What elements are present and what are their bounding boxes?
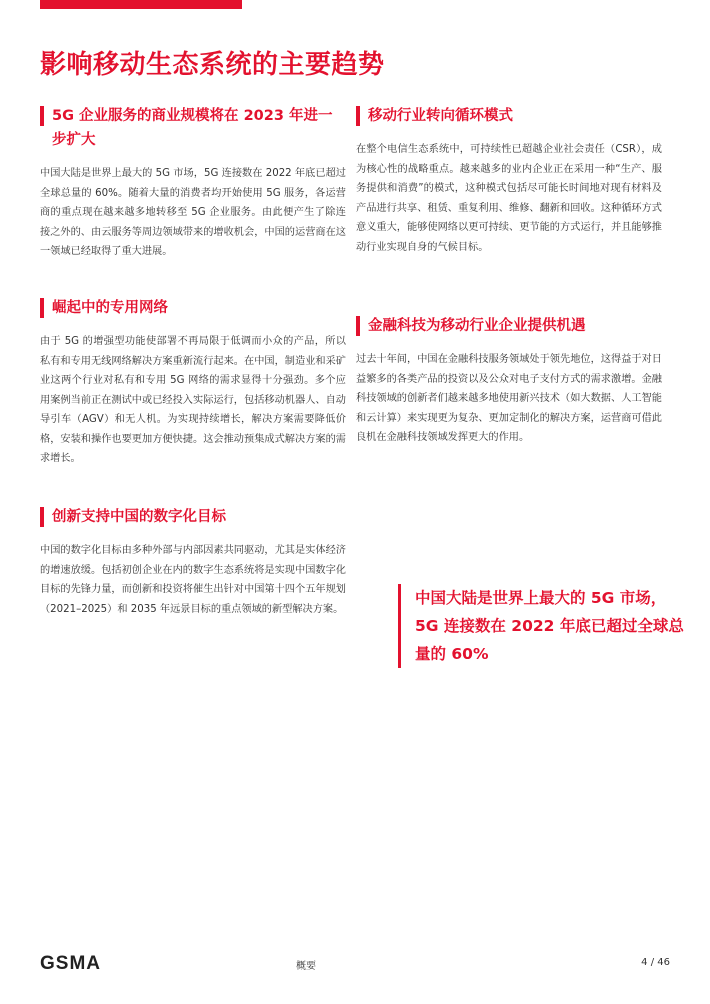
top-accent-bar bbox=[40, 0, 242, 9]
section-heading: 5G 企业服务的商业规模将在 2023 年进一步扩大 bbox=[40, 104, 346, 152]
section-body: 中国的数字化目标由多种外部与内部因素共同驱动，尤其是实体经济的增速放缓。包括初创企业在内的数字生态系统将是实现中国数字化目标的先锋力量，而创新和投资将催生出针对中国第十四个五年规划（2021–2025）和 2035 年远景目标的重点领域的新型解决方案。 bbox=[40, 545, 346, 615]
section-heading: 创新支持中国的数字化目标 bbox=[40, 505, 346, 529]
section-circular-model bbox=[356, 104, 662, 257]
section-heading: 金融科技为移动行业企业提供机遇 bbox=[356, 314, 662, 338]
section-heading: 崛起中的专用网络 bbox=[40, 296, 346, 320]
footer-section-label: 概要 bbox=[296, 961, 316, 972]
section-5g-enterprise bbox=[40, 104, 346, 262]
section-body: 由于 5G 的增强型功能使部署不再局限于低调而小众的产品，所以私有和专用无线网络解决方案重新流行起来。在中国，制造业和采矿业这两个行业对私有和专用 5G 网络的需求显得十分强劲。多个应用案例当前正在测试中或已经投入实际运行，包括移动机器人、自动导引车（AGV）和无人机。为实现持续增长，解决方案需要降低价格，安装和操作也要更加方便快捷。这会推动预集成式解决方案的需求增长。 bbox=[40, 336, 346, 464]
section-body: 在整个电信生态系统中，可持续性已超越企业社会责任（CSR），成为核心性的战略重点。越来越多的业内企业正在采用一种“生产、服务提供和消费”的模式，这种模式包括尽可能长时间地对现有材料及产品进行共享、租赁、重复利用、维修、翻新和回收。这种循环方式意义重大，能够使网络以更可持续、更节能的方式运行，并且能够推动行业实现自身的气候目标。 bbox=[356, 144, 662, 253]
section-body: 中国大陆是世界上最大的 5G 市场，5G 连接数在 2022 年底已超过全球总量的 60%。随着大量的消费者均开始使用 5G 服务，各运营商的重点现在越来越多地转移至 5G 企业服务。由此便产生了除连接之外的、由云服务等周边领域带来的增收机会，中国的运营商在这一领域已经取得了重大进展。 bbox=[40, 168, 346, 257]
page-title: 影响移动生态系统的主要趋势 bbox=[40, 50, 385, 80]
gsma-logo: GSMA bbox=[40, 953, 101, 974]
page-number: 4 / 46 bbox=[641, 957, 670, 968]
section-fintech bbox=[356, 314, 662, 448]
section-heading: 移动行业转向循环模式 bbox=[356, 104, 662, 128]
section-private-networks bbox=[40, 296, 346, 469]
section-digital-goals bbox=[40, 505, 346, 619]
pull-quote: 中国大陆是世界上最大的 5G 市场，5G 连接数在 2022 年底已超过全球总量的 60% bbox=[398, 584, 688, 668]
section-body: 过去十年间，中国在金融科技服务领域处于领先地位，这得益于对日益繁多的各类产品的投资以及公众对电子支付方式的需求激增。金融科技领域的创新者们越来越多地使用新兴技术（如大数据、人工智能和云计算）来实现更为复杂、更加定制化的解决方案，运营商可借此良机在金融科技领域发挥更大的作用。 bbox=[356, 354, 662, 443]
